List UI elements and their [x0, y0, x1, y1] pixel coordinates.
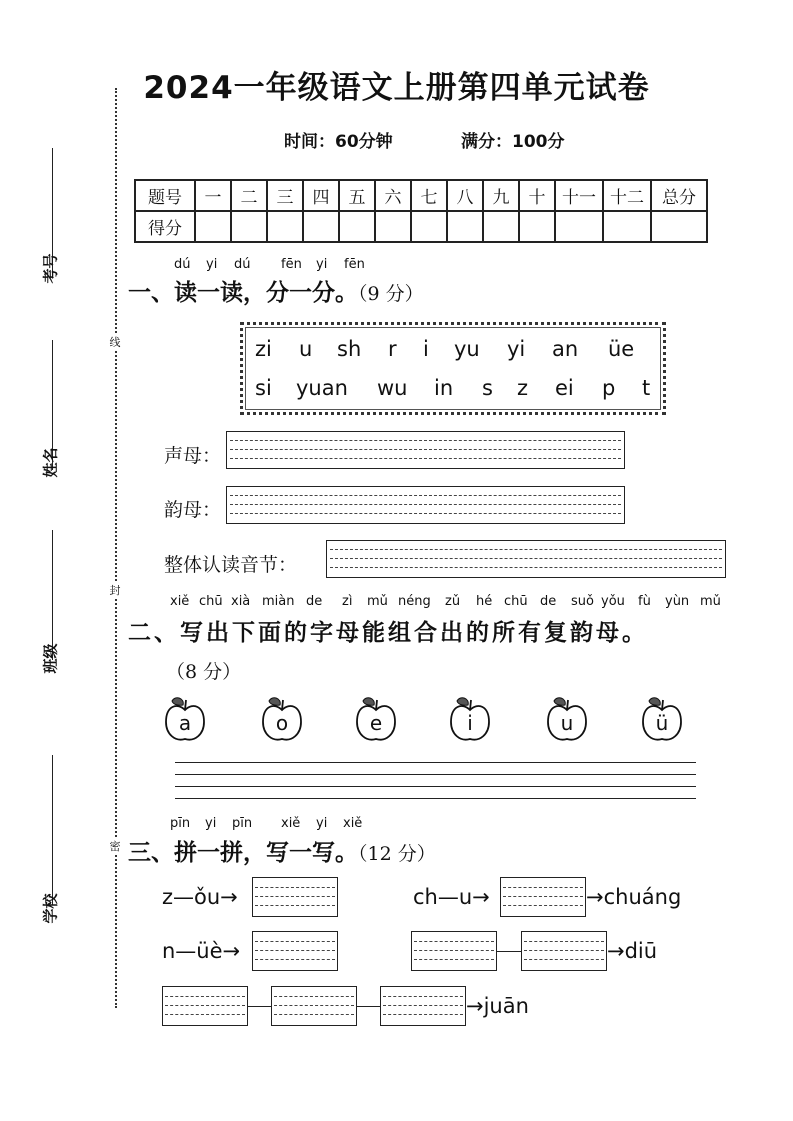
pinyin: mǔ — [700, 594, 721, 609]
pinyin: zǔ — [445, 594, 461, 609]
letter: ei — [555, 376, 574, 400]
apple-letter: u — [560, 711, 574, 735]
q3-item2-box[interactable] — [500, 877, 586, 917]
letter: an — [552, 337, 579, 361]
pinyin: fēn — [281, 257, 302, 272]
table-cell: 总分 — [651, 180, 707, 211]
name-label: 姓名 — [41, 447, 60, 478]
exam-time: 时间：60分钟 — [284, 132, 393, 152]
pinyin: miàn — [262, 594, 295, 609]
yunmu-label: 韵母： — [164, 499, 222, 521]
score-cell[interactable] — [603, 211, 651, 242]
school-label: 学校 — [41, 893, 60, 924]
exam-full-score: 满分：100分 — [461, 132, 565, 152]
apple-icon — [545, 696, 589, 740]
binding-word-feng: 封 — [109, 584, 121, 597]
score-cell[interactable] — [303, 211, 339, 242]
apple-letter: ü — [655, 711, 669, 735]
shengmu-answer-box[interactable] — [226, 431, 625, 469]
connector-line — [357, 1006, 380, 1007]
apple-icon — [448, 696, 492, 740]
pinyin: zì — [342, 594, 353, 609]
table-cell: 十 — [519, 180, 555, 211]
score-table-score-row — [135, 211, 707, 242]
apple-letter: a — [178, 711, 192, 735]
q3-item5-result: →juān — [466, 994, 529, 1018]
pinyin: xiě — [343, 816, 363, 831]
q3-item1-box[interactable] — [252, 877, 338, 917]
pinyin: dú — [234, 257, 251, 272]
score-cell[interactable] — [267, 211, 303, 242]
table-cell: 七 — [411, 180, 447, 211]
shengmu-label: 声母： — [164, 445, 222, 467]
writing-line[interactable] — [175, 786, 696, 787]
pinyin: de — [540, 594, 557, 609]
table-cell: 题号 — [135, 180, 195, 211]
pinyin: yǒu — [601, 594, 625, 609]
table-cell: 四 — [303, 180, 339, 211]
letter: p — [602, 376, 616, 400]
pinyin: xiě — [281, 816, 301, 831]
q3-item2-result: →chuáng — [586, 885, 682, 909]
pinyin: xià — [231, 594, 251, 609]
score-cell[interactable] — [195, 211, 231, 242]
pinyin: yi — [316, 816, 328, 831]
letter: yi — [507, 337, 526, 361]
q3-item5-box-a[interactable] — [162, 986, 248, 1026]
q2-heading: 二、写出下面的字母能组合出的所有复韵母。 — [128, 620, 648, 646]
letter: yuan — [296, 376, 348, 400]
apple-icon — [163, 696, 207, 740]
pinyin: néng — [398, 594, 431, 609]
pinyin: yi — [316, 257, 328, 272]
pinyin: chū — [199, 594, 223, 609]
apple-letter: e — [369, 711, 383, 735]
score-table — [134, 179, 708, 243]
pinyin: suǒ — [571, 594, 594, 609]
table-cell: 六 — [375, 180, 411, 211]
writing-line[interactable] — [175, 774, 696, 775]
letter: si — [255, 376, 272, 400]
apple-icon — [640, 696, 684, 740]
table-cell: 得分 — [135, 211, 195, 242]
letter: üe — [608, 337, 635, 361]
binding-dotted-line — [115, 88, 117, 1008]
q3-item1-text: z—ǒu→ — [162, 885, 238, 909]
table-cell: 十一 — [555, 180, 603, 211]
zhengti-label: 整体认读音节： — [164, 554, 298, 576]
score-table-header-row — [135, 180, 707, 211]
table-cell: 十二 — [603, 180, 651, 211]
score-cell[interactable] — [447, 211, 483, 242]
q3-score: （12 分） — [358, 843, 436, 865]
pinyin: fēn — [344, 257, 365, 272]
pinyin: chū — [504, 594, 528, 609]
binding-word-mi: 密 — [109, 840, 121, 853]
table-cell: 五 — [339, 180, 375, 211]
letter: yu — [454, 337, 480, 361]
pinyin: xiě — [170, 594, 190, 609]
connector-line — [248, 1006, 271, 1007]
q3-item5-box-b[interactable] — [271, 986, 357, 1026]
score-cell[interactable] — [411, 211, 447, 242]
table-cell: 三 — [267, 180, 303, 211]
letter: i — [423, 337, 429, 361]
letter: r — [388, 337, 397, 361]
pinyin: yi — [205, 816, 217, 831]
q3-item3-box[interactable] — [252, 931, 338, 971]
letter: t — [642, 376, 651, 400]
letter-box — [240, 322, 666, 415]
q3-item4-result: →diū — [607, 939, 658, 963]
table-cell: 九 — [483, 180, 519, 211]
pinyin: dú — [174, 257, 191, 272]
letter: s — [482, 376, 493, 400]
score-cell[interactable] — [375, 211, 411, 242]
q3-item2-text: ch—u→ — [413, 885, 490, 909]
kaohao-label: 考号 — [41, 253, 60, 284]
score-cell[interactable] — [231, 211, 267, 242]
apple-letter: o — [275, 711, 289, 735]
score-cell[interactable] — [555, 211, 603, 242]
q2-score: （8 分） — [166, 661, 242, 683]
letter: sh — [337, 337, 362, 361]
yunmu-answer-box[interactable] — [226, 486, 625, 524]
table-cell: 一 — [195, 180, 231, 211]
apple-icon — [260, 696, 304, 740]
letter: in — [434, 376, 454, 400]
q3-item5-box-c[interactable] — [380, 986, 466, 1026]
q3-item3-text: n—üè→ — [162, 939, 241, 963]
pinyin: yi — [206, 257, 218, 272]
pinyin: pīn — [232, 816, 253, 831]
page-title: 2024一年级语文上册第四单元试卷 — [143, 70, 650, 106]
writing-line[interactable] — [175, 798, 696, 799]
q3-heading: 三、拼一拼，写一写。 — [128, 840, 358, 866]
pinyin: de — [306, 594, 323, 609]
score-cell[interactable] — [651, 211, 707, 242]
score-cell[interactable] — [483, 211, 519, 242]
q3-heading-row — [128, 834, 436, 867]
pinyin: mǔ — [367, 594, 388, 609]
table-cell: 八 — [447, 180, 483, 211]
table-cell: 二 — [231, 180, 267, 211]
pinyin: hé — [476, 594, 493, 609]
apple-letter: i — [467, 711, 473, 735]
writing-line[interactable] — [175, 762, 696, 763]
letter: zi — [255, 337, 272, 361]
q3-item4-box-b[interactable] — [521, 931, 607, 971]
pinyin: fù — [638, 594, 651, 609]
pinyin: yùn — [665, 594, 690, 609]
score-cell[interactable] — [519, 211, 555, 242]
connector-line — [497, 951, 521, 952]
q3-item4-box-a[interactable] — [411, 931, 497, 971]
school-line — [52, 755, 53, 905]
pinyin: pīn — [170, 816, 191, 831]
letter: z — [517, 376, 529, 400]
binding-word-xian: 线 — [109, 336, 121, 349]
zhengti-answer-box[interactable] — [326, 540, 726, 578]
q1-heading-row — [128, 274, 424, 307]
score-cell[interactable] — [339, 211, 375, 242]
class-label: 班级 — [41, 643, 60, 674]
letter: u — [299, 337, 313, 361]
apple-icon — [354, 696, 398, 740]
letter: wu — [377, 376, 408, 400]
q1-score: （9 分） — [358, 283, 424, 305]
q1-heading: 一、读一读，分一分。 — [128, 280, 358, 306]
